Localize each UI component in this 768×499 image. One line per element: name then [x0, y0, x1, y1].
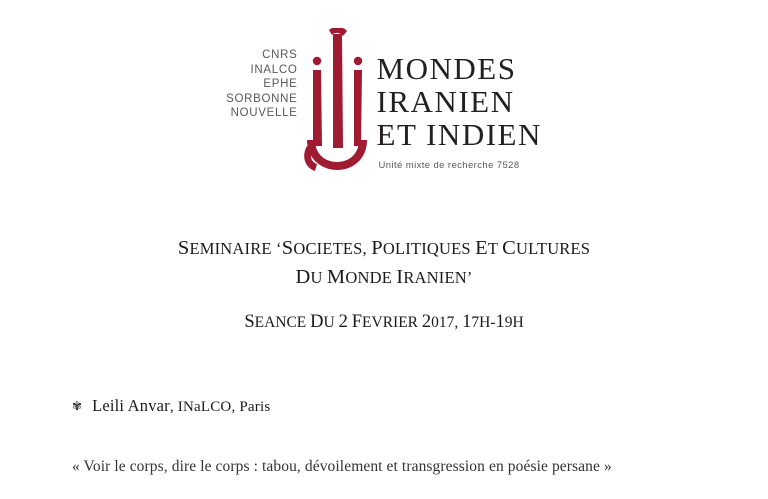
page-title-line-1: SEMINAIRE ‘SOCIETES, POLITIQUES ET CULTURES: [177, 237, 591, 259]
speaker-name: Leili Anvar: [92, 396, 170, 415]
wordmark-line-2: IRANIEN: [376, 84, 515, 119]
wordmark-line-1: MONDES: [376, 51, 517, 86]
monogram-icon: [303, 28, 371, 168]
logo-institutions: [226, 28, 302, 121]
flower-bullet-icon: ✾: [72, 399, 83, 413]
logo-subtitle: Unité mixte de recherche 7528: [378, 160, 520, 171]
institution-sorbonne: SORBONNE: [226, 92, 298, 105]
logo-wordmark: [371, 28, 542, 171]
page-title-line-2: DU MONDE IRANIEN’: [295, 266, 473, 288]
institution-cnrs: CNRS: [262, 49, 298, 61]
logo-inner: [226, 28, 542, 171]
logo-header: [0, 28, 768, 171]
speaker-entry: [72, 396, 270, 416]
talk-title-quote: « Voir le corps, dire le corps : tabou, dévoilement et transgression en poésie persane »: [72, 458, 612, 475]
page-title: [0, 234, 768, 292]
institution-ephe: EPHE: [263, 78, 298, 90]
institution-inalco: INALCO: [250, 63, 298, 76]
wordmark-line-3: ET INDIEN: [376, 117, 542, 152]
institution-nouvelle: NOUVELLE: [230, 107, 298, 119]
speaker-affiliation: , INaLCO, Paris: [169, 399, 271, 415]
session-date: SEANCE DU 2 FEVRIER 2017, 17H-19H: [244, 312, 524, 332]
